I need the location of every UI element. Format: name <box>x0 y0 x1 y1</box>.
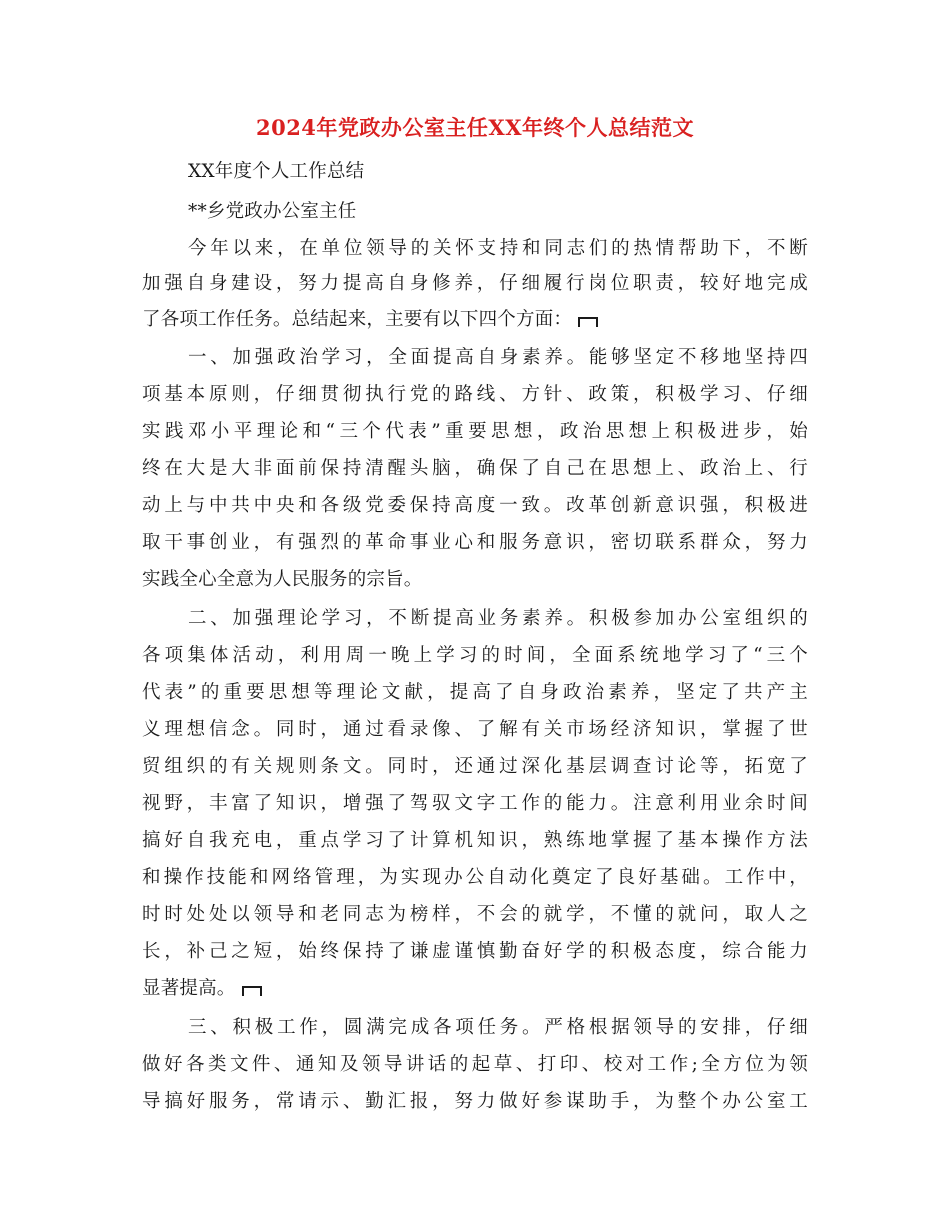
paragraph-line: 终在大是大非面前保持清醒头脑，确保了自己在思想上、政治上、行 <box>142 458 808 479</box>
subtitle-author-position: **乡党政办公室主任 <box>188 201 357 222</box>
paragraph-line: 和操作技能和网络管理，为实现办公自动化奠定了良好基础。工作中， <box>142 867 808 888</box>
paragraph-line: 视野，丰富了知识，增强了驾驭文字工作的能力。注意利用业余时间 <box>142 793 808 814</box>
paragraph-line: 各项集体活动，利用周一晚上学习的时间，全面系统地学习了“三个 <box>142 645 808 666</box>
document-title: 2024年党政办公室主任XX年终个人总结范文 <box>255 115 695 140</box>
paragraph-line: 搞好自我充电，重点学习了计算机知识，熟练地掌握了基本操作方法 <box>142 830 808 851</box>
paragraph-mark-icon <box>242 986 262 996</box>
paragraph-line: 项基本原则，仔细贯彻执行党的路线、方针、政策，积极学习、仔细 <box>142 384 808 405</box>
paragraph-line: 三、积极工作，圆满完成各项任务。严格根据领导的安排，仔细 <box>188 1017 808 1038</box>
paragraph-mark-icon <box>578 317 598 327</box>
paragraph-line-end <box>142 308 808 332</box>
subtitle-annual-summary: XX年度个人工作总结 <box>188 161 365 182</box>
paragraph-line-end <box>142 977 808 1001</box>
paragraph-line: 义理想信念。同时，通过看录像、了解有关市场经济知识，掌握了世 <box>142 719 808 740</box>
paragraph-line-text: 显著提高。 <box>142 978 236 999</box>
paragraph-line: 代表”的重要思想等理论文献，提高了自身政治素养，坚定了共产主 <box>142 682 808 703</box>
paragraph-line: 取干事创业，有强烈的革命事业心和服务意识，密切联系群众，努力 <box>142 532 808 553</box>
paragraph-line: 贸组织的有关规则条文。同时，还通过深化基层调查讨论等，拓宽了 <box>142 756 808 777</box>
paragraph-line: 时时处处以领导和老同志为榜样，不会的就学，不懂的就问，取人之 <box>142 904 808 925</box>
paragraph-line: 动上与中共中央和各级党委保持高度一致。改革创新意识强，积极进 <box>142 495 808 516</box>
paragraph-line: 实践邓小平理论和“三个代表”重要思想，政治思想上积极进步，始 <box>142 421 808 442</box>
paragraph-line: 导搞好服务，常请示、勤汇报，努力做好参谋助手，为整个办公室工 <box>142 1091 808 1112</box>
paragraph-line: 今年以来，在单位领导的关怀支持和同志们的热情帮助下，不断 <box>188 238 808 259</box>
paragraph-line: 二、加强理论学习，不断提高业务素养。积极参加办公室组织的 <box>188 608 808 629</box>
paragraph-line: 一、加强政治学习，全面提高自身素养。能够坚定不移地坚持四 <box>188 347 808 368</box>
paragraph-line: 长，补己之短，始终保持了谦虚谨慎勤奋好学的积极态度，综合能力 <box>142 941 808 962</box>
paragraph-line-text: 了各项工作任务。总结起来，主要有以下四个方面： <box>142 309 573 330</box>
paragraph-line: 实践全心全意为人民服务的宗旨。 <box>142 569 423 590</box>
paragraph-line: 做好各类文件、通知及领导讲话的起草、打印、校对工作;全方位为领 <box>142 1054 808 1075</box>
paragraph-line: 加强自身建设，努力提高自身修养，仔细履行岗位职责，较好地完成 <box>142 273 808 294</box>
